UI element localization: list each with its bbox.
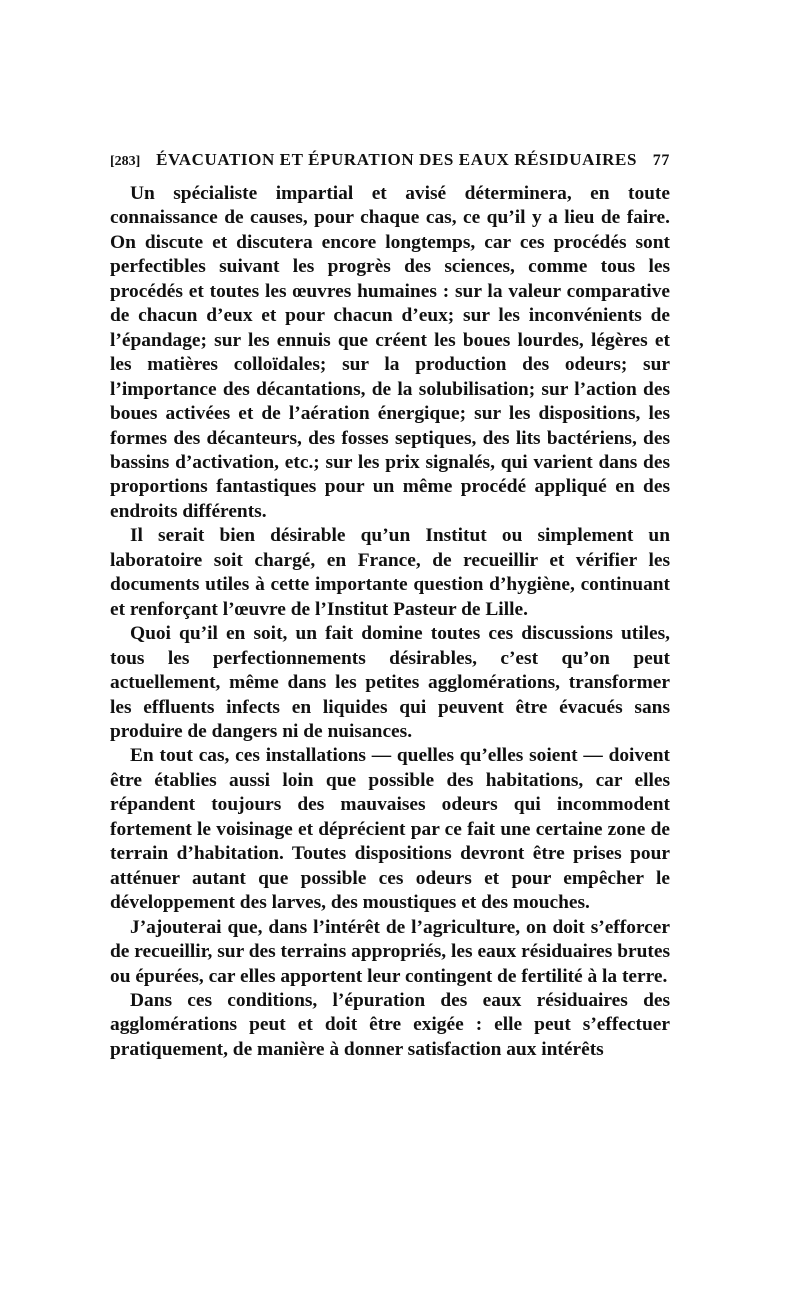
running-title: ÉVACUATION ET ÉPURATION DES EAUX RÉSIDUAIRES — [156, 150, 638, 169]
paragraph-5: J’ajouterai que, dans l’intérêt de l’agriculture, on doit s’efforcer de recueillir, sur des terrains appropriés, les eaux résiduaires brutes ou épurées, car elles apportent leur contingent de fertilité à la terre. — [110, 916, 670, 987]
page-number: 77 — [652, 152, 670, 169]
paragraph-3: Quoi qu’il en soit, un fait domine toutes ces discussions utiles, tous les perfectionnements désirables, c’est qu’on peut actuellement, même dans les petites agglomérations, transformer les effluents infects en liquides qui peuvent être évacués sans produire de dangers ni de nuisances. — [110, 623, 670, 742]
paragraph-2: Il serait bien désirable qu’un Institut ou simplement un laboratoire soit chargé, en France, de recueillir et vérifier les documents utiles à cette importante question d’hygiène, continuant et renforçant l’œuvre de l’Institut Pasteur de Lille. — [110, 525, 670, 620]
book-page — [110, 150, 670, 1062]
paragraph-4: En tout cas, ces installations — quelles qu’elles soient — doivent être établies aussi loin que possible des habitations, car elles répandent toujours des mauvaises odeurs qui incommodent fortement le voisinage et déprécient par ce fait une certaine zone de terrain d’habitation. Toutes dispositions devront être prises pour atténuer autant que possible ces odeurs et pour empêcher le développement des larves, des moustiques et des mouches. — [110, 745, 670, 914]
paragraph-1: Un spécialiste impartial et avisé déterminera, en toute connaissance de causes, pour chaque cas, ce qu’il y a lieu de faire. On discute et discutera encore longtemps, car ces procédés sont perfectibles suivant les progrès des sciences, comme tous les procédés et toutes les œuvres humaines : sur la valeur comparative de chacun d’eux et pour chacun d’eux; sur les inconvénients de l’épandage; sur les ennuis que créent les boues lourdes, légères et les matières colloïdales; sur la production des odeurs; sur l’importance des décantations, de la solubilisation; sur l’action des boues activées et de l’aération énergique; sur les dispositions, les formes des décanteurs, des fosses septiques, des lits bactériens, des bassins d’activation, etc.; sur les prix signalés, qui varient dans des proportions fantastiques pour un même procédé appliqué en des endroits différents. — [110, 183, 670, 522]
paragraph-6: Dans ces conditions, l’épuration des eaux résiduaires des agglomérations peut et doit être exigée : elle peut s’effectuer pratiquement, de manière à donner satisfaction aux intérêts — [110, 989, 670, 1060]
body-text — [110, 182, 670, 1062]
section-reference: [283] — [110, 154, 141, 169]
running-header — [110, 150, 670, 170]
